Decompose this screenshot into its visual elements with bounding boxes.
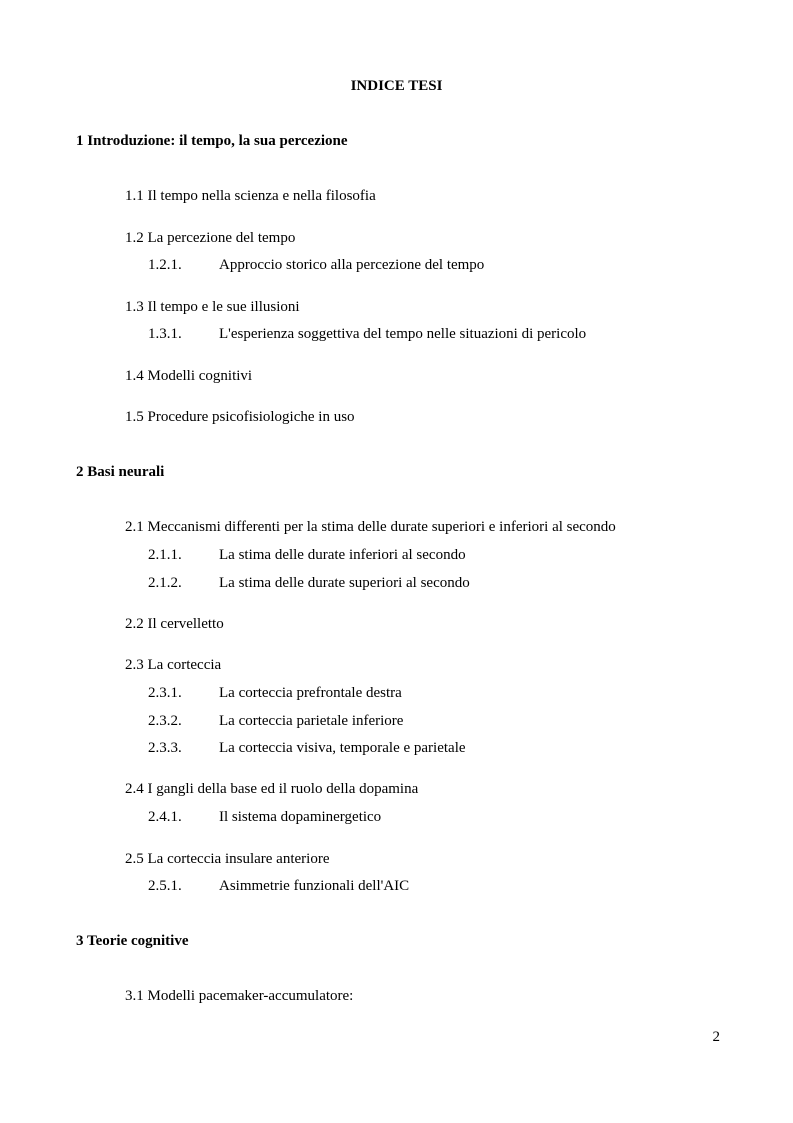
toc-item-text-2-5-1: Asimmetrie funzionali dell'AIC: [219, 878, 410, 894]
toc-item-number-2-3-1: 2.3.1.: [148, 685, 182, 701]
toc-subsection-2-1: 2.1 Meccanismi differenti per la stima delle durate superiori e inferiori al secondo: [125, 519, 616, 535]
toc-section-2: 2 Basi neurali: [76, 464, 165, 480]
toc-subsection-1-3: 1.3 Il tempo e le sue illusioni: [125, 299, 300, 315]
page-number: 2: [712, 1029, 720, 1045]
toc-item-text-1-3-1: L'esperienza soggettiva del tempo nelle situazioni di pericolo: [219, 326, 587, 342]
toc-subsection-3-1: 3.1 Modelli pacemaker-accumulatore:: [125, 988, 354, 1004]
toc-subsection-2-2: 2.2 Il cervelletto: [125, 616, 224, 632]
toc-item-number-2-1-1: 2.1.1.: [148, 547, 182, 563]
toc-subsection-2-5: 2.5 La corteccia insulare anteriore: [125, 851, 330, 867]
toc-subsection-1-4: 1.4 Modelli cognitivi: [125, 368, 253, 384]
toc-item-number-2-3-2: 2.3.2.: [148, 713, 182, 729]
toc-subsection-2-4: 2.4 I gangli della base ed il ruolo della dopamina: [125, 781, 419, 797]
toc-section-1: 1 Introduzione: il tempo, la sua percezione: [76, 133, 348, 149]
toc-item-text-2-1-1: La stima delle durate inferiori al secondo: [219, 547, 466, 563]
toc-item-number-2-3-3: 2.3.3.: [148, 740, 182, 756]
toc-item-number-1-2-1: 1.2.1.: [148, 257, 182, 273]
toc-section-3: 3 Teorie cognitive: [76, 933, 189, 949]
toc-item-text-2-3-1: La corteccia prefrontale destra: [219, 685, 402, 701]
toc-item-text-1-2-1: Approccio storico alla percezione del tempo: [219, 257, 485, 273]
toc-item-text-2-1-2: La stima delle durate superiori al secondo: [219, 575, 470, 591]
toc-item-number-2-1-2: 2.1.2.: [148, 575, 182, 591]
toc-subsection-2-3: 2.3 La corteccia: [125, 657, 222, 673]
toc-item-text-2-4-1: Il sistema dopaminergetico: [219, 809, 382, 825]
toc-item-text-2-3-2: La corteccia parietale inferiore: [219, 713, 404, 729]
page-title: INDICE TESI: [350, 78, 443, 94]
toc-item-text-2-3-3: La corteccia visiva, temporale e parietale: [219, 740, 466, 756]
toc-item-number-1-3-1: 1.3.1.: [148, 326, 182, 342]
toc-subsection-1-5: 1.5 Procedure psicofisiologiche in uso: [125, 409, 355, 425]
toc-subsection-1-1: 1.1 Il tempo nella scienza e nella filosofia: [125, 188, 376, 204]
toc-item-number-2-4-1: 2.4.1.: [148, 809, 182, 825]
toc-item-number-2-5-1: 2.5.1.: [148, 878, 182, 894]
toc-subsection-1-2: 1.2 La percezione del tempo: [125, 230, 296, 246]
